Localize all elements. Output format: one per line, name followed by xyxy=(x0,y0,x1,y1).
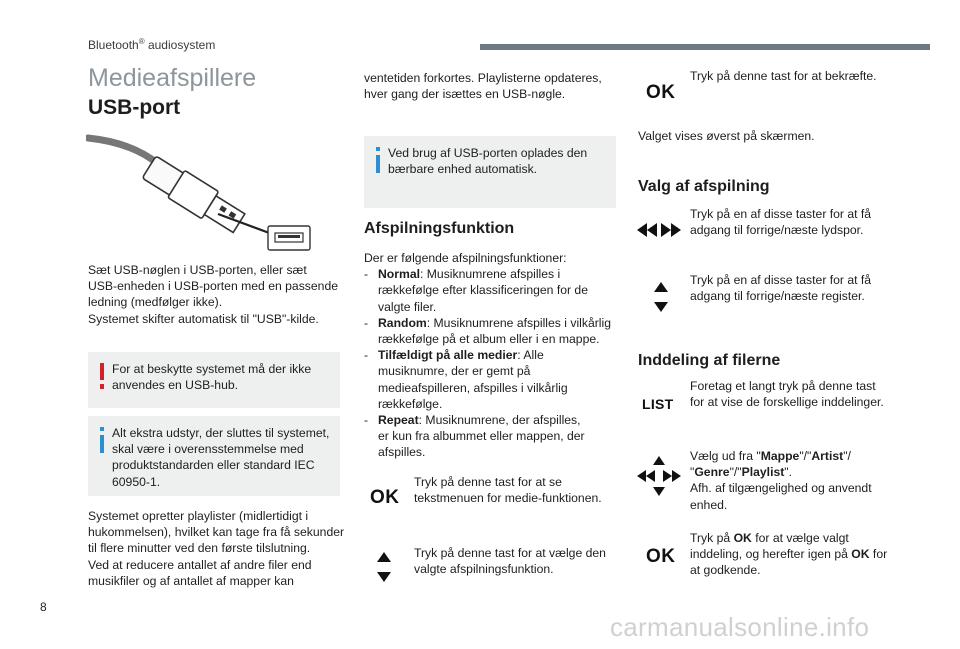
page-number: 8 xyxy=(40,600,47,614)
info-note-iec: Alt ekstra udstyr, der sluttes til systemet, skal være i overensstemmelse med produktstandarden eller standard IEC 60950-1. xyxy=(88,416,340,496)
up-down-arrows-icon xyxy=(651,280,671,314)
info-note-charging: Ved brug af USB-porten oplades den bærbare enhed automatisk. xyxy=(364,136,616,208)
track-keys-text: Tryk på en af disse taster for at få adgang til forrige/næste lydspor. xyxy=(690,207,872,238)
ok-key-icon: OK xyxy=(370,487,400,508)
list-item: - Repeat: Musiknumrene, der afspilles, er kun fra albummet eller mappen, der afspilles. xyxy=(364,413,585,460)
playback-selection-heading: Valg af afspilning xyxy=(638,178,770,195)
list-item: - Tilfældigt på alle medier: Alle musiknumre, der er gemt på medieafspilleren, afspilles i vilkårlig rækkefølge. xyxy=(364,348,568,411)
list-key-text: Foretag et langt tryk på denne tast for at vise de forskellige inddelinger. xyxy=(690,379,884,410)
ok-confirm-text: Tryk på denne tast for at bekræfte. xyxy=(690,69,877,83)
header-rule xyxy=(480,44,930,50)
register-keys-text: Tryk på en af disse taster for at få adgang til forrige/næste register. xyxy=(690,273,872,304)
section-label: Bluetooth® audiosystem xyxy=(88,37,216,52)
selection-shown-text: Valget vises øverst på skærmen. xyxy=(638,129,815,143)
file-classification-heading: Inddeling af filerne xyxy=(638,352,781,369)
choose-category-text: Vælg ud fra "Mappe"/"Artist"/ "Genre"/"Playlist". Afh. af tilgængelighed og anvendt enhed. xyxy=(690,449,872,512)
prev-next-arrows-icon xyxy=(636,222,682,238)
info-icon xyxy=(373,147,383,173)
playback-modes: Der er følgende afspilningsfunktioner: - Normal: Musiknumrene afspilles i rækkefølge efter klassificeringen for de valgte filer. - Random: Musiknumrene afspilles i vilkårlig rækkefølge på et album eller i en mappe. - Tilfældigt på alle medier: Alle musiknumre, der er gemt på medieafspilleren, afspilles i vilkårlig rækkefølge. - Repeat: Musiknumrene, der afspilles, er kun fra albummet eller mappen, der afspilles. xyxy=(364,250,624,461)
warning-icon xyxy=(97,363,107,389)
ok-key-text: Tryk på denne tast for at se tekstmenuen for medie-funktionen. xyxy=(414,475,602,506)
usb-instructions: Sæt USB-nøglen i USB-porten, eller sæt USB-enheden i USB-porten med en passende ledning (medfølger ikke). Systemet skifter automatisk til "USB"-kilde. xyxy=(88,263,338,326)
ok-select-text: Tryk på OK for at vælge valgt inddeling, og herefter igen på OK for at godkende. xyxy=(690,531,888,578)
list-key-icon: LIST xyxy=(642,396,674,412)
playlist-paragraph: Systemet opretter playlister (midlertidigt i hukommelsen), hvilket kan tage fra få sekunder til flere minutter ved den første tilslutning. Ved at reducere antallet af andre filer end musikfiler og af antallet af mapper kan xyxy=(88,509,345,588)
page-title: Medieafspillere xyxy=(88,64,257,92)
four-way-arrows-icon xyxy=(636,455,682,497)
warning-note: For at beskytte systemet må der ikke anvendes en USB-hub. xyxy=(88,352,340,408)
info-icon xyxy=(97,427,107,453)
list-item: - Normal: Musiknumrene afspilles i rækkefølge efter klassificeringen for de valgte filer. xyxy=(364,267,588,314)
arrows-key-text: Tryk på denne tast for at vælge den valgte afspilningsfunktion. xyxy=(414,546,606,577)
list-item: - Random: Musiknumrene afspilles i vilkårlig rækkefølge på et album eller i en mappe. xyxy=(364,315,611,347)
ok-key-icon: OK xyxy=(646,82,676,103)
up-down-arrows-icon xyxy=(374,550,394,584)
playlist-continued: ventetiden forkortes. Playlisterne opdateres, hver gang der isættes en USB-nøgle. xyxy=(364,71,602,102)
watermark: carmanualsonline.info xyxy=(610,612,870,642)
ok-key-icon: OK xyxy=(646,546,676,567)
usb-port-heading: USB-port xyxy=(88,96,181,119)
playback-mode-heading: Afspilningsfunktion xyxy=(364,220,515,237)
usb-plug-illustration xyxy=(86,134,316,254)
